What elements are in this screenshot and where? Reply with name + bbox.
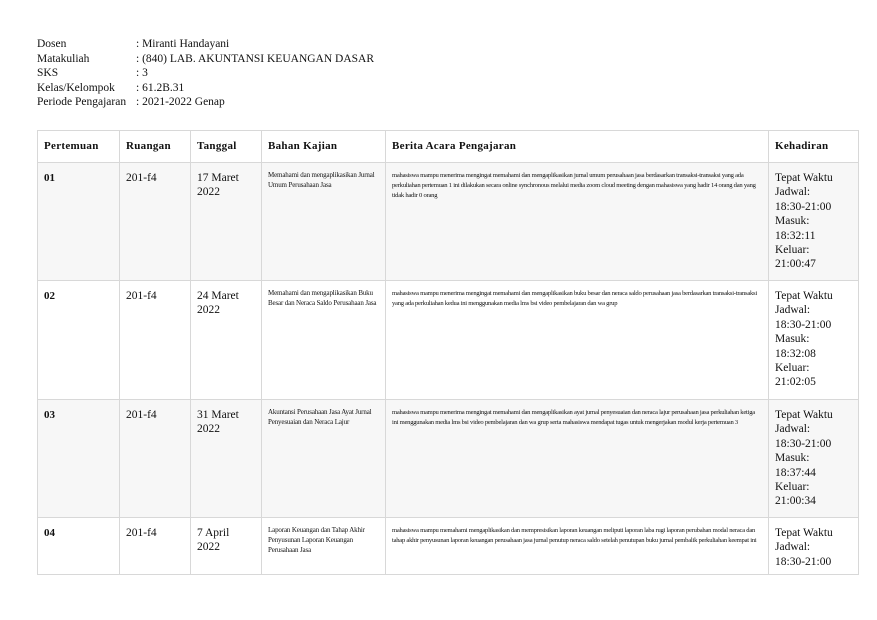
matakuliah-label: Matakuliah — [37, 52, 90, 65]
ruangan-cell: 201-f4 — [120, 163, 191, 281]
tanggal-cell: 24 Maret 2022 — [191, 281, 262, 400]
header-berita-acara: Berita Acara Pengajaran — [386, 131, 769, 163]
tanggal-cell: 7 April 2022 — [191, 518, 262, 575]
table-row — [38, 281, 859, 400]
kehadiran-cell — [769, 281, 859, 400]
ruangan-cell: 201-f4 — [120, 518, 191, 575]
kehadiran-masuk-value: 18:37:44 — [775, 466, 816, 479]
header-tanggal: Tanggal — [191, 131, 262, 163]
bahan-kajian-cell: Laporan Keuangan dan Tahap Akhir Penyusunan Laporan Keuangan Perusahaan Jasa — [262, 518, 386, 575]
kehadiran-jadwal-value: 18:30-21:00 — [775, 555, 832, 568]
kelas-label: Kelas/Kelompok — [37, 81, 115, 94]
info-row-periode — [37, 95, 374, 110]
info-row-kelas — [37, 81, 374, 96]
tanggal-cell: 17 Maret 2022 — [191, 163, 262, 281]
attendance-table — [37, 130, 859, 575]
matakuliah-value: : (840) LAB. AKUNTANSI KEUANGAN DASAR — [136, 52, 375, 65]
dosen-label: Dosen — [37, 38, 67, 50]
kehadiran-keluar-label: Keluar: — [775, 362, 810, 375]
info-row-dosen — [37, 37, 374, 52]
info-row-sks — [37, 66, 374, 81]
kehadiran-cell — [769, 518, 859, 575]
lecture-info — [37, 37, 374, 110]
kehadiran-masuk-value: 18:32:08 — [775, 347, 816, 360]
info-row-matakuliah — [37, 52, 374, 67]
kehadiran-keluar-value: 21:00:34 — [775, 495, 816, 508]
kehadiran-keluar-value: 21:02:05 — [775, 376, 816, 389]
table-row — [38, 163, 859, 281]
kehadiran-cell — [769, 400, 859, 518]
kehadiran-keluar-label: Keluar: — [775, 481, 810, 494]
berita-acara-cell: mahasiswa mampu menerima mengingat memahami dan mengaplikasikan ayat jurnal penyesuaian dan neraca lajur perusahaan jasa perkuliahan ketiga ini menggunakan media lms bsi video pembelajaran dan wa grup serta mahasiswa mendapat tugas untuk mengerjakan modul kerja pertemuan 3 — [386, 400, 769, 518]
sks-value: : 3 — [136, 67, 148, 80]
berita-acara-cell: mahasiswa mampu memahami mengaplikasikan dan mempresisikan laporan keuangan meliputi laporan laba rugi laporan perubahan modal neraca dan tahap akhir penyusunan laporan keuangan perusahaan jasa jurnal penutup neraca saldo setelah penutupan buku jurnal pembalik perkuliahan keempat ini — [386, 518, 769, 575]
kehadiran-status: Tepat Waktu — [775, 527, 833, 539]
ruangan-cell: 201-f4 — [120, 281, 191, 400]
periode-value: : 2021-2022 Genap — [136, 96, 225, 109]
table-header-row — [38, 131, 859, 163]
kehadiran-jadwal-label: Jadwal: — [775, 541, 811, 554]
header-pertemuan: Pertemuan — [38, 131, 120, 163]
bahan-kajian-cell: Memahami dan mengaplikasikan Buku Besar dan Neraca Saldo Perusahaan Jasa — [262, 281, 386, 400]
pertemuan-cell: 02 — [38, 281, 120, 400]
dosen-value: : Miranti Handayani — [136, 38, 230, 50]
table-row — [38, 400, 859, 518]
pertemuan-cell: 04 — [38, 518, 120, 575]
bahan-kajian-cell: Akuntansi Perusahaan Jasa Ayat Jurnal Penyesuaian dan Neraca Lajur — [262, 400, 386, 518]
kehadiran-masuk-value: 18:32:11 — [775, 229, 816, 242]
kehadiran-status: Tepat Waktu — [775, 290, 833, 302]
sks-label: SKS — [37, 67, 59, 80]
pertemuan-cell: 01 — [38, 163, 120, 281]
kehadiran-jadwal-value: 18:30-21:00 — [775, 200, 832, 213]
kehadiran-jadwal-label: Jadwal: — [775, 186, 811, 199]
berita-acara-cell: mahasiswa mampu menerima mengingat memahami dan mengaplikasikan buku besar dan neraca saldo perusahaan jasa berdasarkan transaksi-transaksi yang ada perkuliahan kedua ini menggunakan media lms bsi video pembelajaran dan wa grup — [386, 281, 769, 400]
pertemuan-cell: 03 — [38, 400, 120, 518]
kehadiran-masuk-label: Masuk: — [775, 215, 810, 228]
kehadiran-jadwal-value: 18:30-21:00 — [775, 318, 832, 331]
kehadiran-jadwal-label: Jadwal: — [775, 304, 811, 317]
table-row — [38, 518, 859, 575]
header-kehadiran: Kehadiran — [769, 131, 859, 163]
kehadiran-jadwal-value: 18:30-21:00 — [775, 437, 832, 450]
kehadiran-cell — [769, 163, 859, 281]
kehadiran-masuk-label: Masuk: — [775, 452, 810, 465]
berita-acara-cell: mahasiswa mampu menerima mengingat memahami dan mengaplikasikan jurnal umum perusahaan jasa berdasarkan transaksi-transaksi yang ada perkuliahan pertemuan 1 ini dilakukan secara online synchronous melalui media zoom cloud meeting dengan mahasiswa yang hadir 14 orang dan yang tidak hadir 0 orang — [386, 163, 769, 281]
header-bahan-kajian: Bahan Kajian — [262, 131, 386, 163]
kehadiran-status: Tepat Waktu — [775, 409, 833, 421]
kehadiran-masuk-label: Masuk: — [775, 333, 810, 346]
kelas-value: : 61.2B.31 — [136, 81, 185, 94]
kehadiran-keluar-label: Keluar: — [775, 244, 810, 257]
header-ruangan: Ruangan — [120, 131, 191, 163]
kehadiran-status: Tepat Waktu — [775, 172, 833, 184]
kehadiran-keluar-value: 21:00:47 — [775, 258, 816, 271]
attendance-table-wrapper — [37, 130, 858, 575]
bahan-kajian-cell: Memahami dan mengaplikasikan Jurnal Umum Perusahaan Jasa — [262, 163, 386, 281]
tanggal-cell: 31 Maret 2022 — [191, 400, 262, 518]
ruangan-cell: 201-f4 — [120, 400, 191, 518]
kehadiran-jadwal-label: Jadwal: — [775, 423, 811, 436]
periode-label: Periode Pengajaran — [37, 96, 127, 109]
